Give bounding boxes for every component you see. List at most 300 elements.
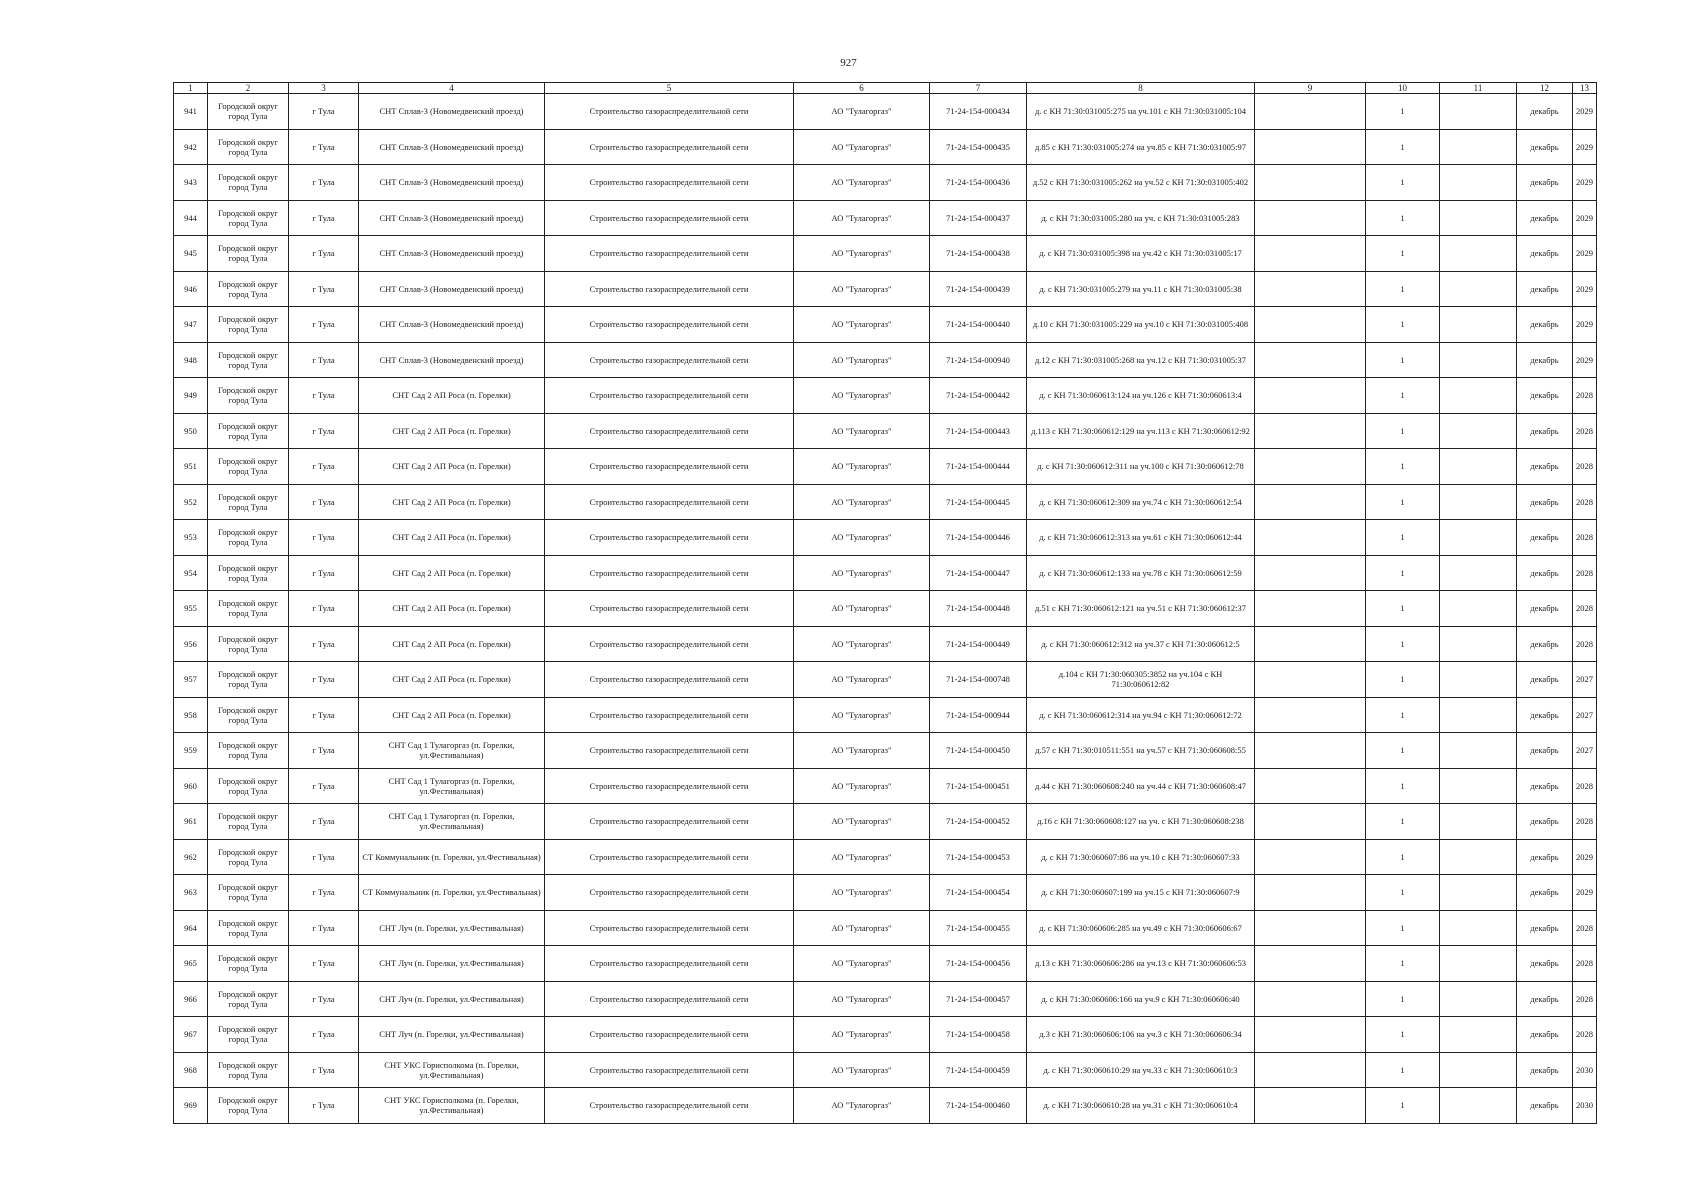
table-cell: г Тула (289, 697, 359, 733)
table-cell: Городской округ город Тула (208, 94, 289, 130)
table-cell: 945 (174, 236, 208, 272)
table-cell: 71-24-154-000450 (930, 733, 1027, 769)
table-cell: 71-24-154-000459 (930, 1052, 1027, 1088)
table-cell: Городской округ город Тула (208, 342, 289, 378)
table-cell (1440, 378, 1517, 414)
table-cell: д.51 с КН 71:30:060612:121 на уч.51 с КН 71:30:060612:37 (1027, 591, 1255, 627)
column-header: 3 (289, 83, 359, 94)
table-row (174, 662, 1597, 698)
table-cell: д.13 с КН 71:30:060606:286 на уч.13 с КН 71:30:060606:53 (1027, 946, 1255, 982)
table-cell: 2027 (1573, 662, 1597, 698)
table-cell: СНТ Луч (п. Горелки, ул.Фестивальная) (359, 1017, 545, 1053)
table-cell: г Тула (289, 1088, 359, 1124)
table-row (174, 1088, 1597, 1124)
table-cell: г Тула (289, 591, 359, 627)
table-cell: 2028 (1573, 520, 1597, 556)
table-row (174, 271, 1597, 307)
table-cell: АО "Тулагоргаз" (794, 591, 930, 627)
table-cell: Городской округ город Тула (208, 484, 289, 520)
table-cell: 954 (174, 555, 208, 591)
table-cell (1255, 94, 1366, 130)
table-cell: 960 (174, 768, 208, 804)
table-cell: АО "Тулагоргаз" (794, 910, 930, 946)
table-cell: декабрь (1517, 1052, 1573, 1088)
table-cell: 959 (174, 733, 208, 769)
table-cell (1255, 697, 1366, 733)
table-cell: г Тула (289, 839, 359, 875)
table-cell: Строительство газораспределительной сети (545, 165, 794, 201)
table-cell: Строительство газораспределительной сети (545, 591, 794, 627)
table-cell: Городской округ город Тула (208, 697, 289, 733)
table-cell: д.104 с КН 71:30:060305:3852 на уч.104 с КН 71:30:060612:82 (1027, 662, 1255, 698)
table-cell: АО "Тулагоргаз" (794, 804, 930, 840)
table-cell: СНТ Луч (п. Горелки, ул.Фестивальная) (359, 981, 545, 1017)
table-row (174, 591, 1597, 627)
table-cell: Строительство газораспределительной сети (545, 555, 794, 591)
column-header: 1 (174, 83, 208, 94)
table-cell: 71-24-154-000442 (930, 378, 1027, 414)
table-cell (1440, 733, 1517, 769)
table-cell: 71-24-154-000748 (930, 662, 1027, 698)
table-cell: СНТ Сад 2 АП Роса (п. Горелки) (359, 413, 545, 449)
table-row (174, 555, 1597, 591)
table-cell: 1 (1366, 1017, 1440, 1053)
table-cell: Строительство газораспределительной сети (545, 271, 794, 307)
table-cell (1440, 1052, 1517, 1088)
table-row (174, 1052, 1597, 1088)
table-cell: АО "Тулагоргаз" (794, 200, 930, 236)
table-cell: Строительство газораспределительной сети (545, 378, 794, 414)
table-cell: декабрь (1517, 662, 1573, 698)
column-header: 4 (359, 83, 545, 94)
table-cell: декабрь (1517, 129, 1573, 165)
table-cell: декабрь (1517, 733, 1573, 769)
table-cell: г Тула (289, 626, 359, 662)
table-cell: 1 (1366, 165, 1440, 201)
table-cell: декабрь (1517, 555, 1573, 591)
table-cell (1255, 768, 1366, 804)
table-cell: г Тула (289, 200, 359, 236)
table-cell: декабрь (1517, 1088, 1573, 1124)
table-cell: 71-24-154-000439 (930, 271, 1027, 307)
table-cell (1440, 520, 1517, 556)
table-cell: декабрь (1517, 1017, 1573, 1053)
table-cell: д. с КН 71:30:060612:313 на уч.61 с КН 71:30:060612:44 (1027, 520, 1255, 556)
column-header: 10 (1366, 83, 1440, 94)
table-cell: АО "Тулагоргаз" (794, 981, 930, 1017)
table-cell: декабрь (1517, 236, 1573, 272)
table-row (174, 236, 1597, 272)
table-cell: декабрь (1517, 94, 1573, 130)
table-cell: Городской округ город Тула (208, 733, 289, 769)
table-cell (1255, 1088, 1366, 1124)
table-cell: д. с КН 71:30:060613:124 на уч.126 с КН 71:30:060613:4 (1027, 378, 1255, 414)
table-cell (1255, 875, 1366, 911)
table-cell (1255, 342, 1366, 378)
table-cell (1440, 981, 1517, 1017)
table-cell: 965 (174, 946, 208, 982)
document-table (173, 82, 1597, 1124)
table-cell: 2028 (1573, 804, 1597, 840)
table-cell (1255, 1052, 1366, 1088)
header-row (174, 83, 1597, 94)
table-cell (1255, 910, 1366, 946)
table-cell: Строительство газораспределительной сети (545, 1088, 794, 1124)
table-cell: г Тула (289, 804, 359, 840)
table-cell: 1 (1366, 271, 1440, 307)
table-cell: 71-24-154-000460 (930, 1088, 1027, 1124)
table-cell: 941 (174, 94, 208, 130)
table-cell: декабрь (1517, 520, 1573, 556)
table-cell: 2029 (1573, 875, 1597, 911)
table-cell: 1 (1366, 555, 1440, 591)
table-cell (1255, 449, 1366, 485)
table-cell (1440, 449, 1517, 485)
table-cell (1255, 378, 1366, 414)
table-cell: АО "Тулагоргаз" (794, 342, 930, 378)
table-cell: Городской округ город Тула (208, 662, 289, 698)
table-cell: Строительство газораспределительной сети (545, 875, 794, 911)
table-cell: АО "Тулагоргаз" (794, 520, 930, 556)
table-cell: д. с КН 71:30:060612:314 на уч.94 с КН 71:30:060612:72 (1027, 697, 1255, 733)
table-cell: 2030 (1573, 1088, 1597, 1124)
table-cell: Строительство газораспределительной сети (545, 804, 794, 840)
table-cell: 1 (1366, 875, 1440, 911)
table-cell: декабрь (1517, 591, 1573, 627)
table-cell: Городской округ город Тула (208, 591, 289, 627)
column-header: 12 (1517, 83, 1573, 94)
table-cell: д. с КН 71:30:060612:309 на уч.74 с КН 71:30:060612:54 (1027, 484, 1255, 520)
table-cell: АО "Тулагоргаз" (794, 1052, 930, 1088)
table-cell: АО "Тулагоргаз" (794, 449, 930, 485)
table-cell: СНТ Сад 1 Тулагоргаз (п. Горелки, ул.Фестивальная) (359, 804, 545, 840)
table-cell: 946 (174, 271, 208, 307)
table-cell: 964 (174, 910, 208, 946)
table-cell: 1 (1366, 449, 1440, 485)
table-row (174, 200, 1597, 236)
table-cell: Строительство газораспределительной сети (545, 129, 794, 165)
table-cell: д.10 с КН 71:30:031005:229 на уч.10 с КН 71:30:031005:408 (1027, 307, 1255, 343)
table-cell: Городской округ город Тула (208, 910, 289, 946)
table-cell (1440, 910, 1517, 946)
table-cell: 2028 (1573, 484, 1597, 520)
table-cell: АО "Тулагоргаз" (794, 555, 930, 591)
table-row (174, 413, 1597, 449)
table-cell: 71-24-154-000445 (930, 484, 1027, 520)
table-cell (1255, 484, 1366, 520)
column-header: 9 (1255, 83, 1366, 94)
table-cell: Городской округ город Тула (208, 520, 289, 556)
table-cell: 2029 (1573, 129, 1597, 165)
table-cell: 1 (1366, 981, 1440, 1017)
table-cell: 71-24-154-000940 (930, 342, 1027, 378)
table-cell: 1 (1366, 307, 1440, 343)
table-cell: 944 (174, 200, 208, 236)
table-cell: СНТ Сад 1 Тулагоргаз (п. Горелки, ул.Фестивальная) (359, 768, 545, 804)
table-cell: декабрь (1517, 378, 1573, 414)
table-cell: 1 (1366, 804, 1440, 840)
table-cell: СТ Коммунальник (п. Горелки, ул.Фестивальная) (359, 839, 545, 875)
table-cell: декабрь (1517, 910, 1573, 946)
table-cell: 961 (174, 804, 208, 840)
table-cell: Городской округ город Тула (208, 236, 289, 272)
table-cell (1255, 236, 1366, 272)
table-cell (1255, 591, 1366, 627)
table-row (174, 449, 1597, 485)
table-cell: декабрь (1517, 200, 1573, 236)
table-cell: д. с КН 71:30:060606:285 на уч.49 с КН 71:30:060606:67 (1027, 910, 1255, 946)
table-cell: 1 (1366, 768, 1440, 804)
table-cell: д. с КН 71:30:060606:166 на уч.9 с КН 71:30:060606:40 (1027, 981, 1255, 1017)
table-cell: АО "Тулагоргаз" (794, 94, 930, 130)
table-cell: г Тула (289, 662, 359, 698)
table-cell: д.57 с КН 71:30:010511:551 на уч.57 с КН 71:30:060608:55 (1027, 733, 1255, 769)
table-cell: 2028 (1573, 626, 1597, 662)
table-cell: 2029 (1573, 839, 1597, 875)
table-cell: Строительство газораспределительной сети (545, 626, 794, 662)
table-cell: г Тула (289, 520, 359, 556)
table-cell: Городской округ город Тула (208, 804, 289, 840)
table-cell: г Тула (289, 271, 359, 307)
table-cell: 71-24-154-000434 (930, 94, 1027, 130)
table-row (174, 165, 1597, 201)
table-cell: Городской округ город Тула (208, 129, 289, 165)
table-cell (1255, 307, 1366, 343)
table-cell: 966 (174, 981, 208, 1017)
table-cell: Строительство газораспределительной сети (545, 200, 794, 236)
table-cell: 2028 (1573, 768, 1597, 804)
table-cell (1255, 946, 1366, 982)
table-cell (1440, 94, 1517, 130)
table-cell: 71-24-154-000457 (930, 981, 1027, 1017)
table-cell (1440, 946, 1517, 982)
table-cell: СНТ Сплав-3 (Новомедвенский проезд) (359, 129, 545, 165)
table-cell: декабрь (1517, 165, 1573, 201)
table-cell (1440, 200, 1517, 236)
table-cell: 950 (174, 413, 208, 449)
table-cell (1255, 200, 1366, 236)
table-cell: г Тула (289, 875, 359, 911)
table-cell: декабрь (1517, 342, 1573, 378)
table-cell: Строительство газораспределительной сети (545, 697, 794, 733)
table-cell (1440, 626, 1517, 662)
table-cell (1440, 804, 1517, 840)
table-cell: г Тула (289, 378, 359, 414)
table-cell: г Тула (289, 555, 359, 591)
table-cell: Городской округ город Тула (208, 875, 289, 911)
table-cell: 71-24-154-000447 (930, 555, 1027, 591)
column-header: 7 (930, 83, 1027, 94)
table-cell: 955 (174, 591, 208, 627)
table-cell (1255, 804, 1366, 840)
table-cell: г Тула (289, 449, 359, 485)
table-cell: 71-24-154-000449 (930, 626, 1027, 662)
table-cell: 948 (174, 342, 208, 378)
table-cell (1440, 307, 1517, 343)
table-cell: СНТ Сплав-3 (Новомедвенский проезд) (359, 271, 545, 307)
table-cell (1440, 875, 1517, 911)
table-cell: СНТ Сплав-3 (Новомедвенский проезд) (359, 307, 545, 343)
table-cell: д.12 с КН 71:30:031005:268 на уч.12 с КН 71:30:031005:37 (1027, 342, 1255, 378)
table-cell: г Тула (289, 236, 359, 272)
table-cell: 2028 (1573, 555, 1597, 591)
table-cell: СНТ Сад 2 АП Роса (п. Горелки) (359, 520, 545, 556)
table-cell (1440, 271, 1517, 307)
table-cell (1440, 236, 1517, 272)
table-cell: д. с КН 71:30:060612:311 на уч.100 с КН 71:30:060612:78 (1027, 449, 1255, 485)
table-cell: СНТ Сад 2 АП Роса (п. Горелки) (359, 662, 545, 698)
table-cell: Строительство газораспределительной сети (545, 733, 794, 769)
table-cell: Строительство газораспределительной сети (545, 839, 794, 875)
table-cell: 71-24-154-000435 (930, 129, 1027, 165)
table-cell: д.113 с КН 71:30:060612:129 на уч.113 с КН 71:30:060612:92 (1027, 413, 1255, 449)
table-cell: АО "Тулагоргаз" (794, 1088, 930, 1124)
table-row (174, 626, 1597, 662)
table-cell: г Тула (289, 342, 359, 378)
table-cell: 2029 (1573, 271, 1597, 307)
table-cell (1255, 981, 1366, 1017)
table-cell: 1 (1366, 733, 1440, 769)
table-cell: 2028 (1573, 910, 1597, 946)
table-cell (1440, 555, 1517, 591)
table-row (174, 94, 1597, 130)
table-cell: Городской округ город Тула (208, 1088, 289, 1124)
table-cell: 71-24-154-000452 (930, 804, 1027, 840)
table-cell: 942 (174, 129, 208, 165)
table-cell: декабрь (1517, 307, 1573, 343)
column-header: 5 (545, 83, 794, 94)
table-cell (1440, 591, 1517, 627)
table-cell: СНТ Сплав-3 (Новомедвенский проезд) (359, 94, 545, 130)
table-cell: г Тула (289, 307, 359, 343)
table-cell: 71-24-154-000443 (930, 413, 1027, 449)
table-cell: Строительство газораспределительной сети (545, 236, 794, 272)
table-row (174, 875, 1597, 911)
table-cell: декабрь (1517, 981, 1573, 1017)
table-cell: декабрь (1517, 804, 1573, 840)
table-cell: СНТ Сад 1 Тулагоргаз (п. Горелки, ул.Фестивальная) (359, 733, 545, 769)
table-cell: д. с КН 71:30:060610:29 на уч.33 с КН 71:30:060610:3 (1027, 1052, 1255, 1088)
table-cell (1255, 271, 1366, 307)
table-row (174, 804, 1597, 840)
table-cell: 1 (1366, 1088, 1440, 1124)
table-cell: 1 (1366, 662, 1440, 698)
table-cell: 949 (174, 378, 208, 414)
table-cell: 71-24-154-000455 (930, 910, 1027, 946)
table-cell: 953 (174, 520, 208, 556)
table-cell: 1 (1366, 413, 1440, 449)
table-cell (1255, 1017, 1366, 1053)
table-cell: Городской округ город Тула (208, 1052, 289, 1088)
table-cell: 943 (174, 165, 208, 201)
column-header: 11 (1440, 83, 1517, 94)
table-cell: АО "Тулагоргаз" (794, 662, 930, 698)
table-row (174, 910, 1597, 946)
table-cell: СНТ Сад 2 АП Роса (п. Горелки) (359, 484, 545, 520)
table-cell (1440, 1088, 1517, 1124)
table-cell: Строительство газораспределительной сети (545, 307, 794, 343)
table-cell: 969 (174, 1088, 208, 1124)
table-cell: Строительство газораспределительной сети (545, 520, 794, 556)
table-cell: 963 (174, 875, 208, 911)
table-cell: г Тула (289, 165, 359, 201)
table-cell: 957 (174, 662, 208, 698)
table-cell: Городской округ город Тула (208, 981, 289, 1017)
table-cell: 2028 (1573, 449, 1597, 485)
table-cell: 2029 (1573, 94, 1597, 130)
table-cell: Городской округ город Тула (208, 413, 289, 449)
table-cell (1440, 1017, 1517, 1053)
table-row (174, 520, 1597, 556)
table-cell: 1 (1366, 1052, 1440, 1088)
column-header: 8 (1027, 83, 1255, 94)
table-cell: Строительство газораспределительной сети (545, 1052, 794, 1088)
table-cell (1255, 129, 1366, 165)
table-cell: Городской округ город Тула (208, 378, 289, 414)
table-cell: Строительство газораспределительной сети (545, 946, 794, 982)
table-row (174, 1017, 1597, 1053)
table-cell: Строительство газораспределительной сети (545, 910, 794, 946)
table-cell: СНТ Сад 2 АП Роса (п. Горелки) (359, 449, 545, 485)
table-cell: д.85 с КН 71:30:031005:274 на уч.85 с КН 71:30:031005:97 (1027, 129, 1255, 165)
table-row (174, 839, 1597, 875)
table-cell: 2029 (1573, 236, 1597, 272)
table-cell: д. с КН 71:30:060612:133 на уч.78 с КН 71:30:060612:59 (1027, 555, 1255, 591)
table-cell: д. с КН 71:30:060607:199 на уч.15 с КН 71:30:060607:9 (1027, 875, 1255, 911)
table-cell: Строительство газораспределительной сети (545, 342, 794, 378)
table-cell: 951 (174, 449, 208, 485)
table-cell: декабрь (1517, 768, 1573, 804)
table-cell: 956 (174, 626, 208, 662)
table-cell: 71-24-154-000438 (930, 236, 1027, 272)
table-cell: АО "Тулагоргаз" (794, 236, 930, 272)
table-cell: 1 (1366, 236, 1440, 272)
table-cell: СНТ УКС Горисполкома (п. Горелки, ул.Фестивальная) (359, 1088, 545, 1124)
table-cell: СНТ Сад 2 АП Роса (п. Горелки) (359, 591, 545, 627)
table-cell: 2030 (1573, 1052, 1597, 1088)
table-cell (1440, 697, 1517, 733)
table-cell: 2027 (1573, 733, 1597, 769)
table-row (174, 378, 1597, 414)
table-row (174, 733, 1597, 769)
table-cell: АО "Тулагоргаз" (794, 626, 930, 662)
table-cell: Городской округ город Тула (208, 165, 289, 201)
table-cell: декабрь (1517, 413, 1573, 449)
table-cell: д. с КН 71:30:031005:280 на уч. с КН 71:30:031005:283 (1027, 200, 1255, 236)
table-cell: 967 (174, 1017, 208, 1053)
table-cell: Строительство газораспределительной сети (545, 768, 794, 804)
table-cell: 2029 (1573, 342, 1597, 378)
table-cell: 1 (1366, 626, 1440, 662)
table-cell: Городской округ город Тула (208, 839, 289, 875)
table-cell: 962 (174, 839, 208, 875)
table-cell: АО "Тулагоргаз" (794, 271, 930, 307)
table-cell: г Тула (289, 484, 359, 520)
table-cell: Городской округ город Тула (208, 449, 289, 485)
table-cell: 71-24-154-000437 (930, 200, 1027, 236)
table-cell: СНТ Сад 2 АП Роса (п. Горелки) (359, 626, 545, 662)
table-row (174, 697, 1597, 733)
table-cell: г Тула (289, 94, 359, 130)
table-cell: СНТ Сад 2 АП Роса (п. Горелки) (359, 697, 545, 733)
table-cell: АО "Тулагоргаз" (794, 875, 930, 911)
table-cell: АО "Тулагоргаз" (794, 768, 930, 804)
table-cell: д. с КН 71:30:060612:312 на уч.37 с КН 71:30:060612:5 (1027, 626, 1255, 662)
table-cell: Городской округ город Тула (208, 1017, 289, 1053)
table-cell (1440, 768, 1517, 804)
page-number: 927 (840, 57, 857, 69)
table-row (174, 307, 1597, 343)
